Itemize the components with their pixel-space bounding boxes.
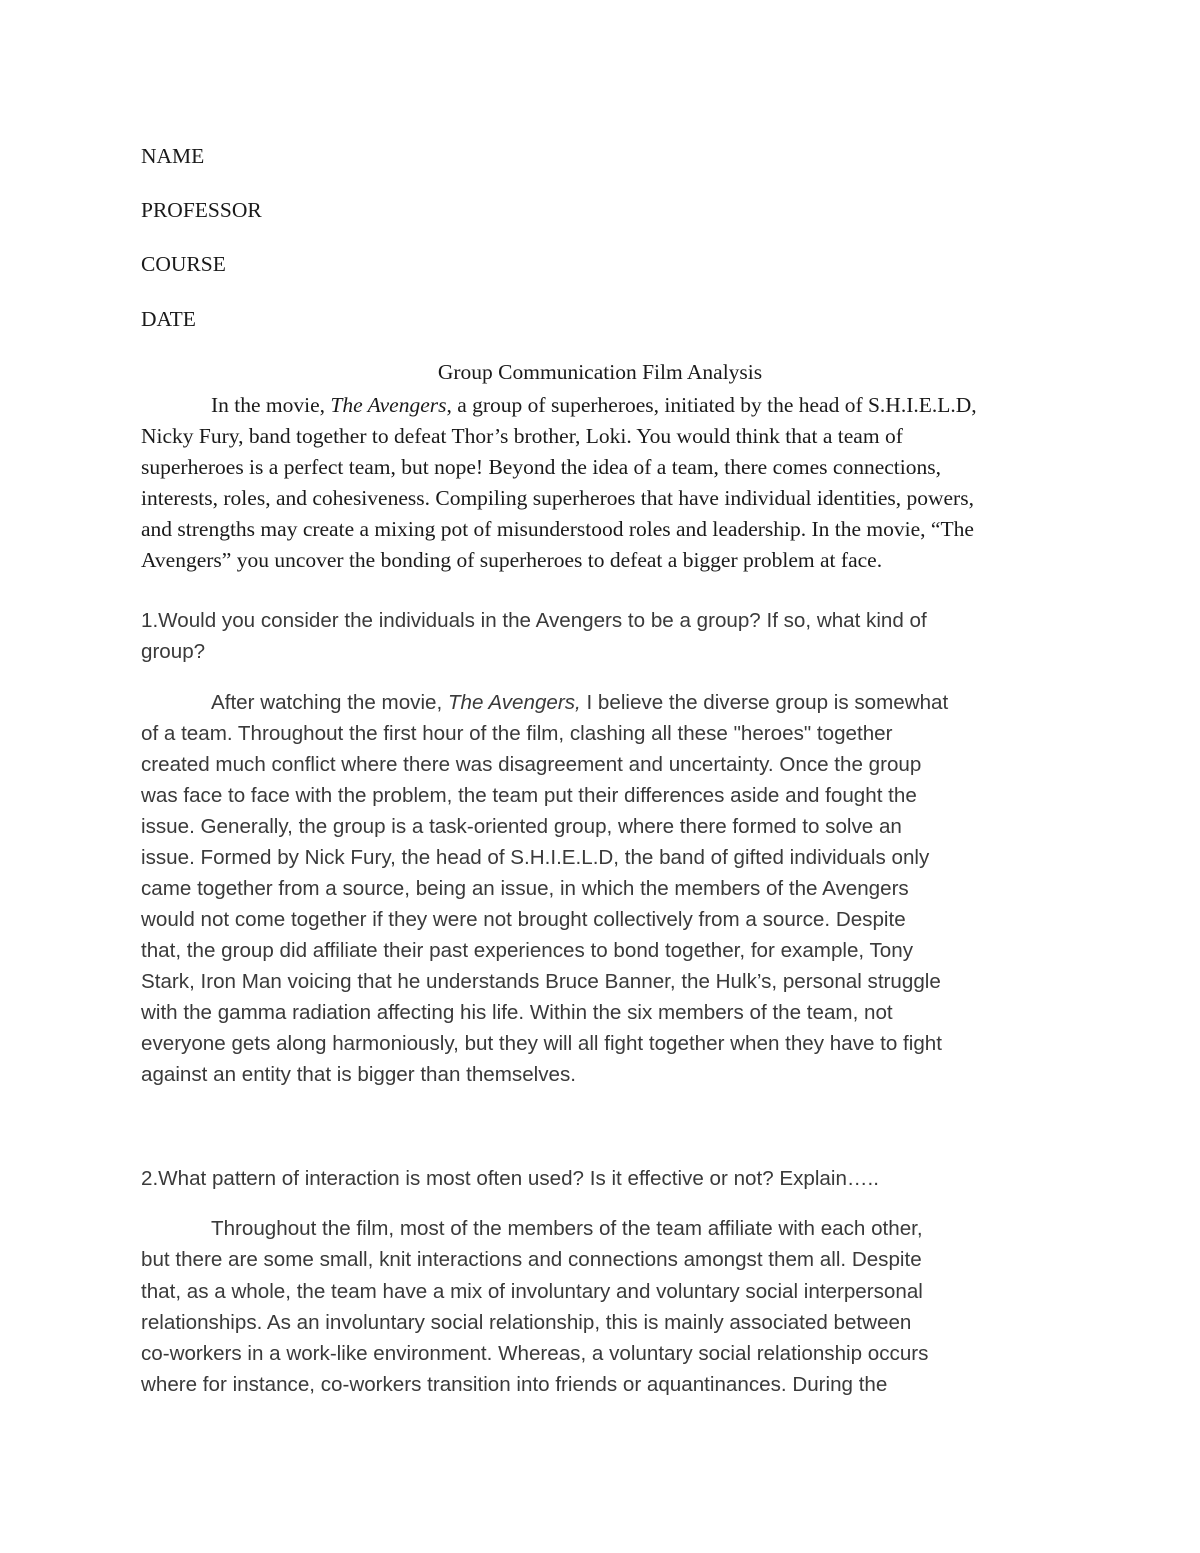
intro-paragraph: [141, 390, 1059, 576]
answer-text: After watching the movie,: [211, 691, 448, 714]
question-line: 1.Would you consider the individuals in the Avengers to be a group? If so, what kind of: [141, 609, 927, 632]
intro-line: Avengers” you uncover the bonding of superheroes to defeat a bigger problem at face.: [141, 548, 883, 572]
answer-line: that, the group did affiliate their past experiences to bond together, for example, Tony: [141, 939, 914, 962]
answer-line: with the gamma radiation affecting his life. Within the six members of the team, not: [141, 1001, 893, 1024]
answer-line: [141, 687, 1059, 718]
answer-line: would not come together if they were not brought collectively from a source. Despite: [141, 908, 906, 931]
question-line: group?: [141, 640, 206, 663]
answer-text: I believe the diverse group is somewhat: [580, 691, 949, 714]
header-date: DATE: [141, 307, 196, 331]
answer-2: [141, 1213, 1059, 1401]
movie-title-italic: The Avengers,: [447, 691, 581, 714]
answer-line: against an entity that is bigger than themselves.: [141, 1063, 577, 1086]
answer-line: relationships. As an involuntary social relationship, this is mainly associated between: [141, 1310, 912, 1334]
intro-line: Nicky Fury, band together to defeat Thor’s brother, Loki. You would think that a team of: [141, 424, 903, 448]
answer-line: co-workers in a work-like environment. Whereas, a voluntary social relationship occurs: [141, 1342, 929, 1366]
question-1: [141, 605, 1059, 667]
answer-line: Throughout the film, most of the members of the team affiliate with each other,: [211, 1217, 923, 1240]
question-line: 2.What pattern of interaction is most often used? Is it effective or not? Explain…..: [141, 1167, 879, 1190]
intro-text: , a group of superheroes, initiated by the head of S.H.I.E.L.D,: [446, 393, 977, 417]
answer-line: Stark, Iron Man voicing that he understands Bruce Banner, the Hulk’s, personal struggle: [141, 970, 941, 993]
answer-line: of a team. Throughout the first hour of the film, clashing all these "heroes" together: [141, 722, 893, 745]
intro-text: In the movie,: [211, 393, 331, 417]
question-2: [141, 1163, 1059, 1194]
document-title: Group Communication Film Analysis: [437, 360, 763, 384]
answer-line: everyone gets along harmoniously, but they will all fight together when they have to fight: [141, 1032, 942, 1055]
answer-line: issue. Generally, the group is a task-oriented group, where there formed to solve an: [141, 815, 902, 838]
answer-line: issue. Formed by Nick Fury, the head of S.H.I.E.L.D, the band of gifted individuals only: [141, 846, 930, 869]
header-course: COURSE: [141, 252, 226, 276]
header-name: NAME: [141, 144, 205, 168]
answer-line: was face to face with the problem, the team put their differences aside and fought the: [141, 784, 917, 807]
movie-title-italic: The Avengers: [330, 393, 447, 417]
answer-line: that, as a whole, the team have a mix of involuntary and voluntary social interpersonal: [141, 1279, 923, 1303]
intro-line: [141, 390, 1059, 421]
intro-line: interests, roles, and cohesiveness. Compiling superheroes that have individual identities, powers,: [141, 486, 974, 510]
header-professor: PROFESSOR: [141, 198, 262, 222]
answer-line: but there are some small, knit interactions and connections amongst them all. Despite: [141, 1248, 922, 1272]
answer-1: [141, 687, 1059, 1090]
answer-line: came together from a source, being an issue, in which the members of the Avengers: [141, 877, 909, 900]
intro-line: superheroes is a perfect team, but nope! Beyond the idea of a team, there comes connections,: [141, 455, 941, 479]
answer-line: where for instance, co-workers transition into friends or aquantinances. During the: [141, 1373, 888, 1397]
intro-line: and strengths may create a mixing pot of misunderstood roles and leadership. In the movie, “The: [141, 517, 974, 541]
answer-line: created much conflict where there was disagreement and uncertainty. Once the group: [141, 753, 922, 776]
